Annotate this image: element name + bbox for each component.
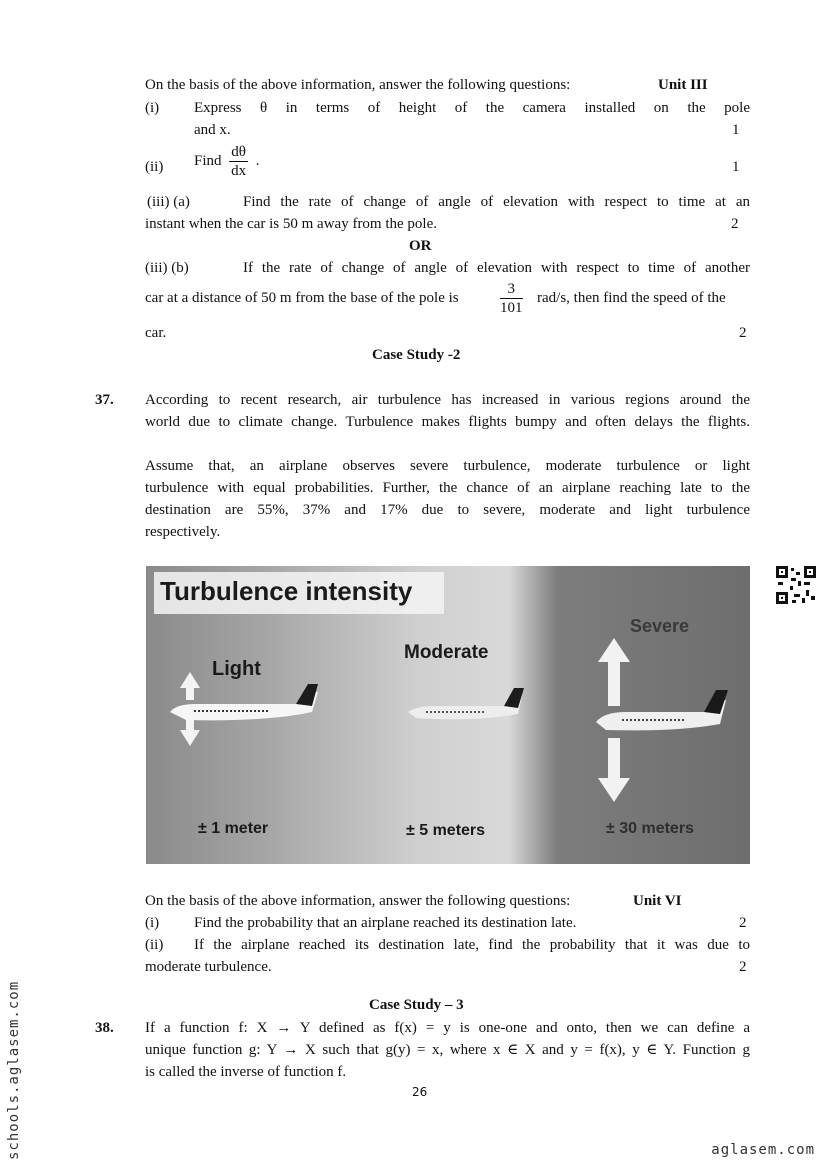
light-label: Light xyxy=(212,658,261,680)
intro-text: On the basis of the above information, answer the following questions: xyxy=(145,77,571,93)
severe-range-label: ± 30 meters xyxy=(606,820,694,837)
q36-ii-question xyxy=(194,143,259,180)
q37-i-text: Find the probability that an airplane reached its destination late. xyxy=(194,915,577,931)
bottom-watermark: aglasem.com xyxy=(711,1142,815,1158)
q36-ii-text: Find xyxy=(194,152,222,169)
q37-ii-number: (ii) xyxy=(145,937,164,953)
q36-i-number: (i) xyxy=(145,100,160,116)
case2-para2-line3: destination are 55%, 37% and 17% due to severe, moderate and light turbulence xyxy=(145,502,750,518)
page-number: 26 xyxy=(412,1085,428,1099)
q37-ii-text-cont: moderate turbulence. xyxy=(145,959,272,975)
q37-ii-text: If the airplane reached its destination late, find the probability that it was due to xyxy=(194,937,750,953)
case-study-3-heading: Case Study – 3 xyxy=(369,997,464,1013)
q36-iii-a-marks: 2 xyxy=(731,216,739,232)
q36-iii-b-marks: 2 xyxy=(739,325,747,341)
question-37-number: 37. xyxy=(95,392,114,408)
case2-para2-line4: respectively. xyxy=(145,524,221,540)
or-separator: OR xyxy=(409,238,432,254)
qr-code-icon xyxy=(776,566,816,604)
q36-iii-b-text-2a: car at a distance of 50 m from the base of the pole is xyxy=(145,290,459,306)
q37-i-number: (i) xyxy=(145,915,160,931)
figure-title: Turbulence intensity xyxy=(160,576,413,606)
q36-i-marks: 1 xyxy=(732,122,740,138)
question-38-number: 38. xyxy=(95,1020,114,1036)
severe-label: Severe xyxy=(630,616,690,636)
q36-iii-a-text: Find the rate of change of angle of elevation with respect to time at an xyxy=(243,194,750,210)
q37-ii-marks: 2 xyxy=(739,959,747,975)
turbulence-intensity-figure xyxy=(146,566,750,864)
q36-ii-end: . xyxy=(255,152,260,169)
fraction-denominator: dx xyxy=(231,163,247,179)
q36-i-text: Express θ in terms of height of the camera installed on the pole xyxy=(194,100,750,116)
case2-para2-line2: turbulence with equal probabilities. Further, the chance of an airplane reaching late to the xyxy=(145,480,750,496)
q36-iii-b-text: If the rate of change of angle of elevation with respect to time of another xyxy=(243,260,750,276)
fraction-denominator: 101 xyxy=(500,300,523,316)
light-range-label: ± 1 meter xyxy=(198,820,269,837)
moderate-label: Moderate xyxy=(404,642,489,663)
case3-line3: is called the inverse of function f. xyxy=(145,1064,347,1080)
q37-unit-label: Unit VI xyxy=(633,893,682,909)
q36-iii-b-number: (iii) (b) xyxy=(145,260,189,276)
q36-iii-b-text-2b: rad/s, then find the speed of the xyxy=(537,290,726,306)
case3-line2: unique function g: Y → X such that g(y) = x, where x ∈ X and y = f(x), y ∈ Y. Function g xyxy=(145,1042,750,1058)
moderate-airplane-icon xyxy=(408,688,524,719)
q37-intro: On the basis of the above information, answer the following questions: xyxy=(145,893,571,909)
derivative-fraction xyxy=(229,143,248,180)
q36-iii-b-text-3: car. xyxy=(145,325,167,341)
case2-para1-line1: According to recent research, air turbulence has increased in various regions around the xyxy=(145,392,750,408)
fraction-numerator: dθ xyxy=(231,144,246,160)
case3-line1: If a function f: X → Y defined as f(x) = y is one-one and onto, then we can define a xyxy=(145,1020,750,1036)
q36-ii-marks: 1 xyxy=(732,159,740,175)
side-watermark: schools.aglasem.com xyxy=(6,980,22,1160)
unit-label: Unit III xyxy=(658,77,708,93)
q36-i-text-cont: and x. xyxy=(194,122,231,138)
case2-para2-line1: Assume that, an airplane observes severe turbulence, moderate turbulence or light xyxy=(145,458,750,474)
case-study-2-heading: Case Study -2 xyxy=(372,347,461,363)
q36-iii-a-text-cont: instant when the car is 50 m away from the pole. xyxy=(145,216,438,232)
q36-iii-a-number: (iii) (a) xyxy=(147,194,190,210)
moderate-range-label: ± 5 meters xyxy=(406,822,486,839)
rate-fraction xyxy=(500,280,523,317)
q36-ii-number: (ii) xyxy=(145,159,164,175)
fraction-numerator: 3 xyxy=(500,280,523,299)
case2-para1-line2: world due to climate change. Turbulence makes flights bumpy and often delays the flights. xyxy=(145,414,750,430)
q37-i-marks: 2 xyxy=(739,915,747,931)
